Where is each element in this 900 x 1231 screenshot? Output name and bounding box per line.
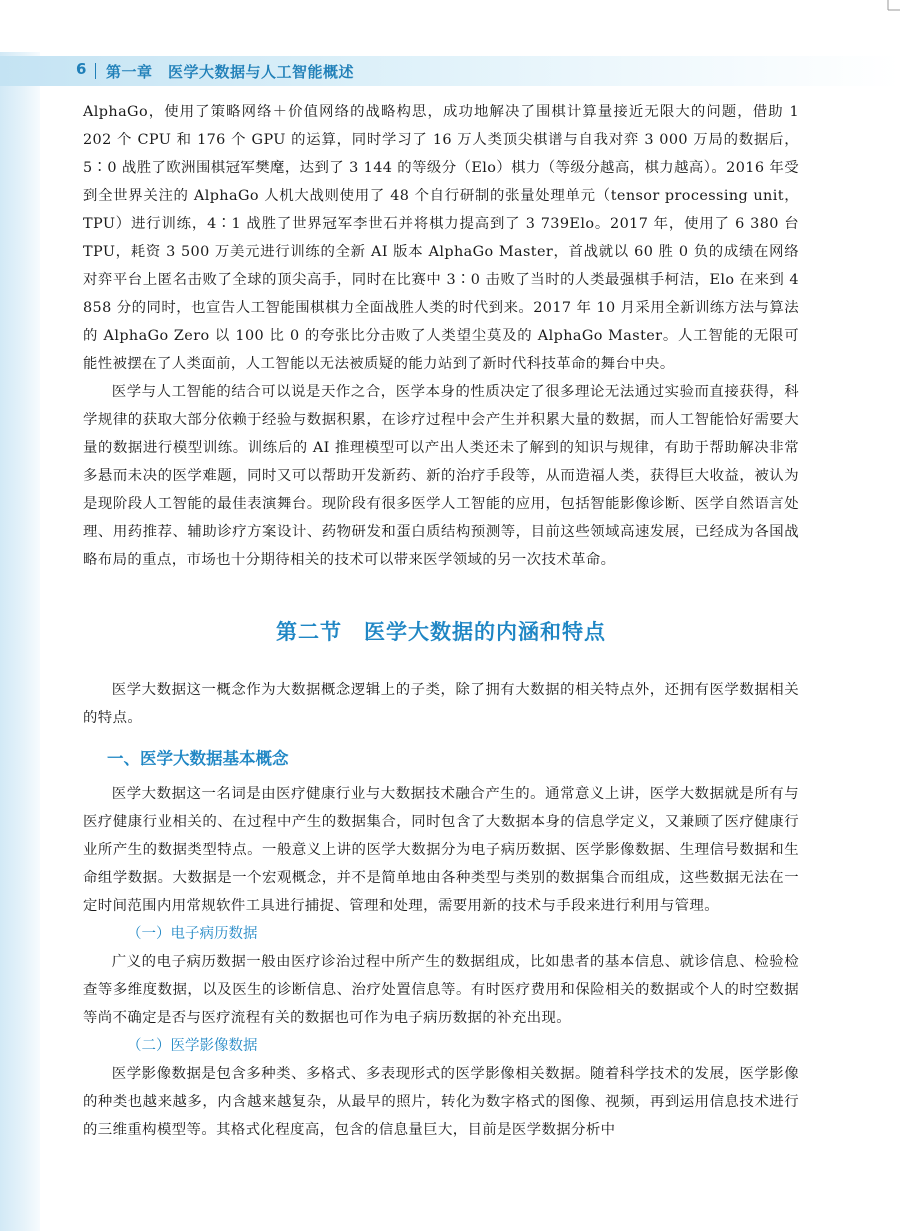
paragraph-alphago: AlphaGo，使用了策略网络＋价值网络的战略构思，成功地解决了围棋计算量接近无限大的问题，借助 1 202 个 CPU 和 176 个 GPU 的运算，同时学习了 16 万人类顶尖棋谱与自我对弈 3 000 万局的数据后，5∶0 战胜了欧洲围棋冠军樊麾，达到了 3 144 的等级分（Elo）棋力（等级分越高，棋力越高）。2016 年受到全世界关注的 AlphaGo 人机大战则使用了 48 个自行研制的张量处理单元（tensor processing unit，TPU）进行训练，4∶1 战胜了世界冠军李世石并将棋力提高到了 3 739Elo。2017 年，使用了 6 380 台 TPU，耗资 3 500 万美元进行训练的全新 AI 版本 AlphaGo Master，首战就以 60 胜 0 负的成绩在网络对弈平台上匿名击败了全球的顶尖高手，同时在比赛中 3∶0 击败了当时的人类最强棋手柯洁，Elo 在来到 4 858 分的同时，也宣告人工智能围棋棋力全面战胜人类的时代到来。2017 年 10 月采用全新训练方法与算法的 AlphaGo Zero 以 100 比 0 的夸张比分击败了人类望尘莫及的 AlphaGo Master。人工智能的无限可能性被摆在了人类面前，人工智能以无法被质疑的能力站到了新时代科技革命的舞台中央。 xyxy=(83,104,799,372)
header-divider xyxy=(95,63,96,79)
crop-mark-icon xyxy=(884,0,900,14)
section-intro: 医学大数据这一概念作为大数据概念逻辑上的子类，除了拥有大数据的相关特点外，还拥有医学数据相关的特点。 xyxy=(83,682,799,726)
page-number: 6 xyxy=(76,60,87,78)
page-top xyxy=(0,0,900,52)
subsection-heading: 一、医学大数据基本概念 xyxy=(107,749,289,768)
item-heading-imaging: （二）医学影像数据 xyxy=(127,1038,258,1054)
item-paragraph-emr: 广义的电子病历数据一般由医疗诊治过程中所产生的数据组成，比如患者的基本信息、就诊信息、检验检查等多维度数据，以及医生的诊断信息、治疗处置信息等。有时医疗费用和保险相关的数据或个人的时空数据等尚不确定是否与医疗流程有关的数据也可作为电子病历数据的补充出现。 xyxy=(83,954,799,1026)
item-paragraph-imaging: 医学影像数据是包含多种类、多格式、多表现形式的医学影像相关数据。随着科学技术的发展，医学影像的种类也越来越多，内含越来越复杂，从最早的照片，转化为数字格式的图像、视频，再到运用信息技术进行的三维重构模型等。其格式化程度高，包含的信息量巨大，目前是医学数据分析中 xyxy=(83,1066,799,1138)
subsection-paragraph: 医学大数据这一名词是由医疗健康行业与大数据技术融合产生的。通常意义上讲，医学大数据就是所有与医疗健康行业相关的、在过程中产生的数据集合，同时包含了大数据本身的信息学定义，又兼顾了医疗健康行业所产生的数据类型特点。一般意义上讲的医学大数据分为电子病历数据、医学影像数据、生理信号数据和生命组学数据。大数据是一个宏观概念，并不是简单地由各种类型与类别的数据集合而组成，这些数据无法在一定时间范围内用常规软件工具进行捕捉、管理和处理，需要用新的技术与手段来进行利用与管理。 xyxy=(83,786,799,914)
page-content xyxy=(83,98,799,1144)
left-margin-band xyxy=(0,0,40,1231)
section-title: 第二节 医学大数据的内涵和特点 xyxy=(276,620,606,644)
item-heading-emr: （一）电子病历数据 xyxy=(127,926,258,942)
chapter-title: 第一章 医学大数据与人工智能概述 xyxy=(106,63,355,81)
paragraph-medicine-ai: 医学与人工智能的结合可以说是天作之合，医学本身的性质决定了很多理论无法通过实验而直接获得，科学规律的获取大部分依赖于经验与数据积累，在诊疗过程中会产生并积累大量的数据，而人工智能恰好需要大量的数据进行模型训练。训练后的 AI 推理模型可以产出人类还未了解到的知识与规律，有助于帮助解决非常多悬而未决的医学难题，同时又可以帮助开发新药、新的治疗手段等，从而造福人类，获得巨大收益，被认为是现阶段人工智能的最佳表演舞台。现阶段有很多医学人工智能的应用，包括智能影像诊断、医学自然语言处理、用药推荐、辅助诊疗方案设计、药物研发和蛋白质结构预测等，目前这些领域高速发展，已经成为各国战略布局的重点，市场也十分期待相关的技术可以带来医学领域的另一次技术革命。 xyxy=(83,384,799,568)
